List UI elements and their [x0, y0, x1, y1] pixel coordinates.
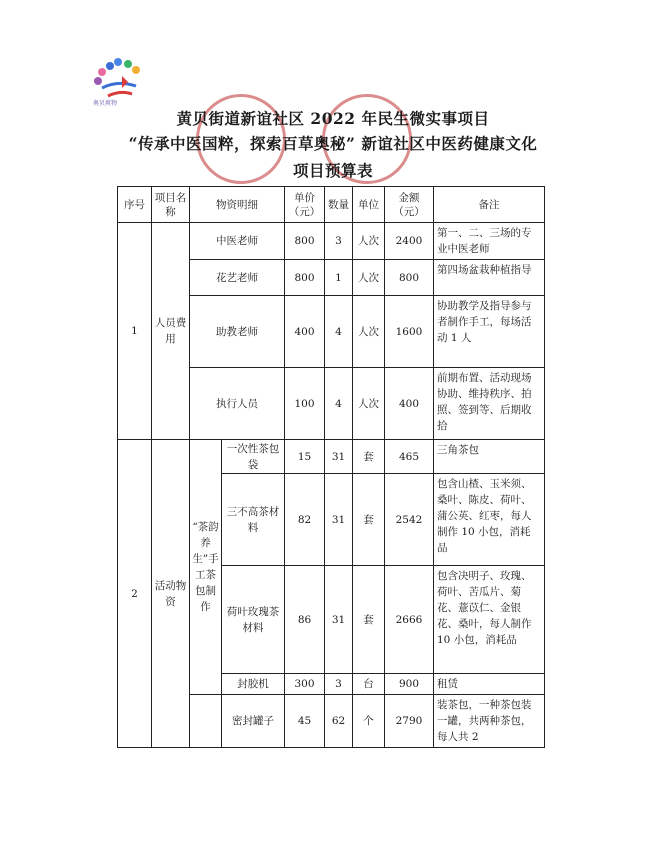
item-qty: 31: [325, 566, 353, 674]
table-row: [118, 440, 545, 474]
document-title: 黄贝街道新谊社区 2022 年民生微实事项目: [176, 109, 490, 128]
item-price: 15: [285, 440, 325, 474]
item-amount: 800: [385, 260, 434, 296]
item-price: 800: [285, 260, 325, 296]
logo-caption: 奥贝爽物: [93, 100, 118, 107]
item-price: 300: [285, 674, 325, 695]
item-amount: 2542: [385, 474, 434, 566]
header-note: 备注: [434, 187, 545, 223]
item-note: 包含山楂、玉米须、桑叶、陈皮、荷叶、蒲公英、红枣，每人制作 10 小包，消耗品: [434, 474, 545, 566]
item-price: 45: [285, 695, 325, 748]
item-qty: 1: [325, 260, 353, 296]
item-desc: 一次性茶包袋: [222, 440, 285, 474]
header-seq: 序号: [118, 187, 152, 223]
item-qty: 3: [325, 674, 353, 695]
header-amount: 金额（元）: [385, 187, 434, 223]
item-desc-empty: [190, 695, 222, 748]
item-note: 前期布置、活动现场协助、维持秩序、拍照、签到等、后期收拾: [434, 368, 545, 440]
item-amount: 400: [385, 368, 434, 440]
item-desc: 中医老师: [190, 223, 285, 260]
group-seq: 2: [118, 440, 152, 748]
item-unit: 套: [353, 566, 385, 674]
item-desc: 助教老师: [190, 296, 285, 368]
item-price: 100: [285, 368, 325, 440]
item-note: 三角茶包: [434, 440, 545, 474]
table-title: 项目预算表: [292, 161, 373, 180]
item-qty: 62: [325, 695, 353, 748]
item-unit: 套: [353, 474, 385, 566]
item-desc: 密封罐子: [222, 695, 285, 748]
budget-table: [117, 186, 545, 748]
item-price: 800: [285, 223, 325, 260]
item-amount: 465: [385, 440, 434, 474]
item-qty: 3: [325, 223, 353, 260]
item-qty: 4: [325, 368, 353, 440]
item-desc: 荷叶玫瑰茶材料: [222, 566, 285, 674]
group-seq: 1: [118, 223, 152, 440]
item-note: 第四场盆栽种植指导: [434, 260, 545, 296]
item-amount: 1600: [385, 296, 434, 368]
table-header-row: [118, 187, 545, 223]
item-desc: 三不高茶材料: [222, 474, 285, 566]
item-amount: 2666: [385, 566, 434, 674]
item-unit: 台: [353, 674, 385, 695]
item-price: 400: [285, 296, 325, 368]
item-desc: 执行人员: [190, 368, 285, 440]
item-qty: 31: [325, 474, 353, 566]
header-unit: 单位: [353, 187, 385, 223]
header-qty: 数量: [325, 187, 353, 223]
group-item: 人员费用: [152, 223, 190, 440]
item-note: 协助教学及指导参与者制作手工，每场活动 1 人: [434, 296, 545, 368]
item-unit: 套: [353, 440, 385, 474]
item-unit: 个: [353, 695, 385, 748]
item-qty: 31: [325, 440, 353, 474]
item-unit: 人次: [353, 260, 385, 296]
item-note: 第一、二、三场的专业中医老师: [434, 223, 545, 260]
group-item: 活动物资: [152, 440, 190, 748]
item-desc: 花艺老师: [190, 260, 285, 296]
header-item: 项目名称: [152, 187, 190, 223]
project-title: “传承中医国粹，探索百草奥秘” 新谊社区中医药健康文化: [128, 134, 538, 153]
item-price: 82: [285, 474, 325, 566]
header-desc: 物资明细: [190, 187, 285, 223]
item-amount: 2790: [385, 695, 434, 748]
item-desc: 封胶机: [222, 674, 285, 695]
header-price: 单价（元）: [285, 187, 325, 223]
table-row: [118, 223, 545, 260]
item-qty: 4: [325, 296, 353, 368]
item-unit: 人次: [353, 368, 385, 440]
item-price: 86: [285, 566, 325, 674]
subgroup-label: “茶韵养生”手工茶包制作: [190, 440, 222, 695]
item-note: 包含决明子、玫瑰、荷叶、苦瓜片、菊花、薏苡仁、金银花、桑叶，每人制作 10 小包，消耗品: [434, 566, 545, 674]
item-unit: 人次: [353, 223, 385, 260]
item-note: 装茶包，一种茶包装一罐，共两种茶包，每人共 2: [434, 695, 545, 748]
item-unit: 人次: [353, 296, 385, 368]
item-note: 租赁: [434, 674, 545, 695]
item-amount: 900: [385, 674, 434, 695]
item-amount: 2400: [385, 223, 434, 260]
